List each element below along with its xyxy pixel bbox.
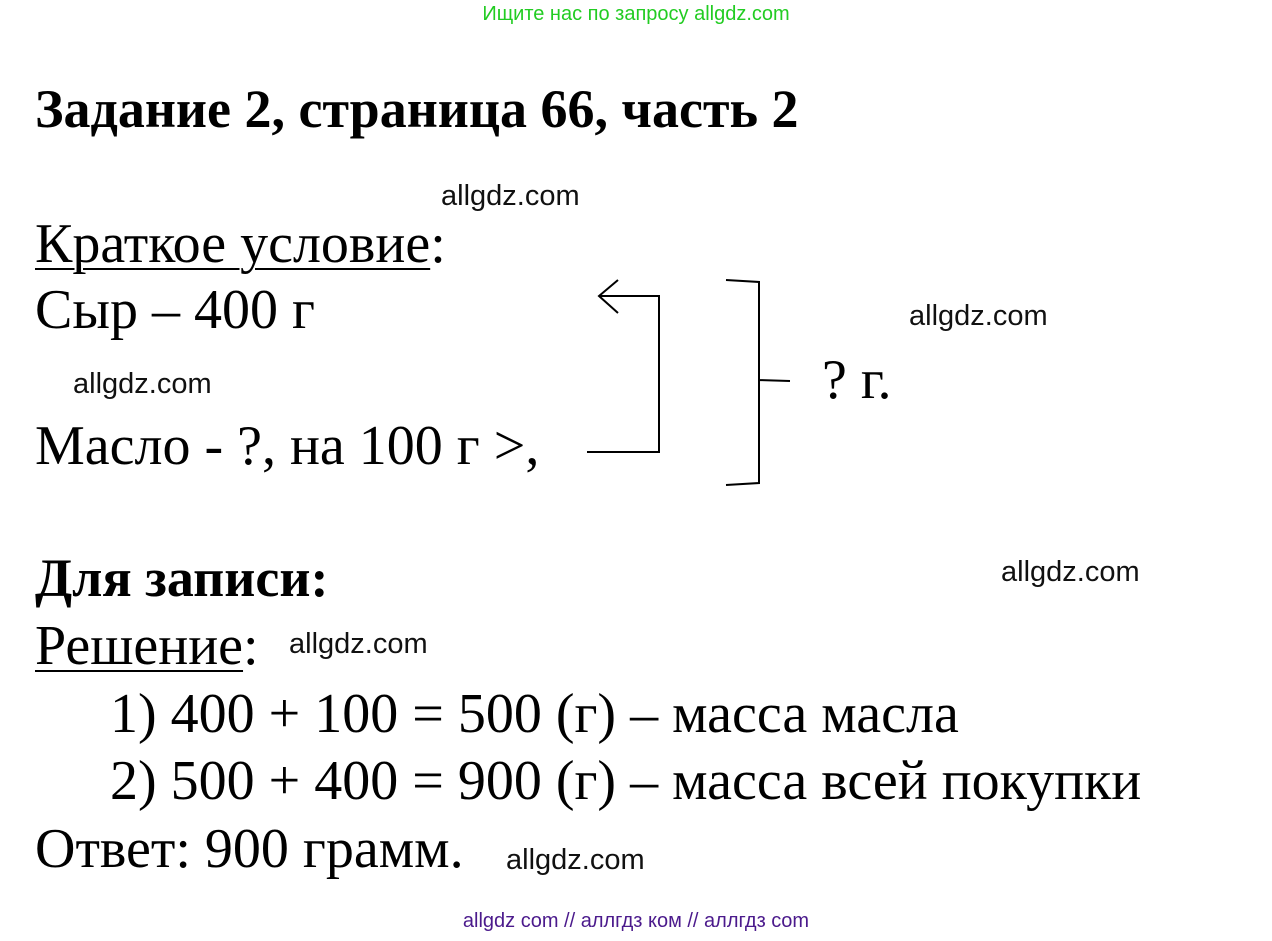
watermark: allgdz.com [441,180,580,212]
watermark: allgdz.com [73,368,212,400]
solution-step: 1) 400 + 100 = 500 (г) – масса масла [110,683,959,745]
solution-step: 2) 500 + 400 = 900 (г) – масса всей покупки [110,750,1142,812]
watermark: allgdz.com [909,300,1048,332]
record-heading: Для записи: [35,548,329,608]
solution-colon: : [243,615,259,677]
condition-label: Краткое условие [35,213,431,275]
page-title: Задание 2, страница 66, часть 2 [35,79,799,139]
footer-watermark: allgdz com // аллгдз ком // аллгдз com [462,910,810,932]
solution-heading [35,614,259,678]
watermark: allgdz.com [289,628,428,660]
total-brace [726,280,790,485]
condition-total: ? г. [822,349,892,411]
answer: Ответ: 900 грамм. [35,818,464,880]
watermark: allgdz.com [506,844,645,876]
condition-colon: : [430,213,446,275]
watermark: allgdz.com [1001,556,1140,588]
solution-label: Решение [35,615,244,677]
comparison-arrow [587,280,659,452]
condition-butter: Масло - ?, на 100 г >, [35,415,540,477]
search-hint: Ищите нас по запросу allgdz.com [482,3,790,25]
condition-cheese: Сыр – 400 г [35,279,315,341]
